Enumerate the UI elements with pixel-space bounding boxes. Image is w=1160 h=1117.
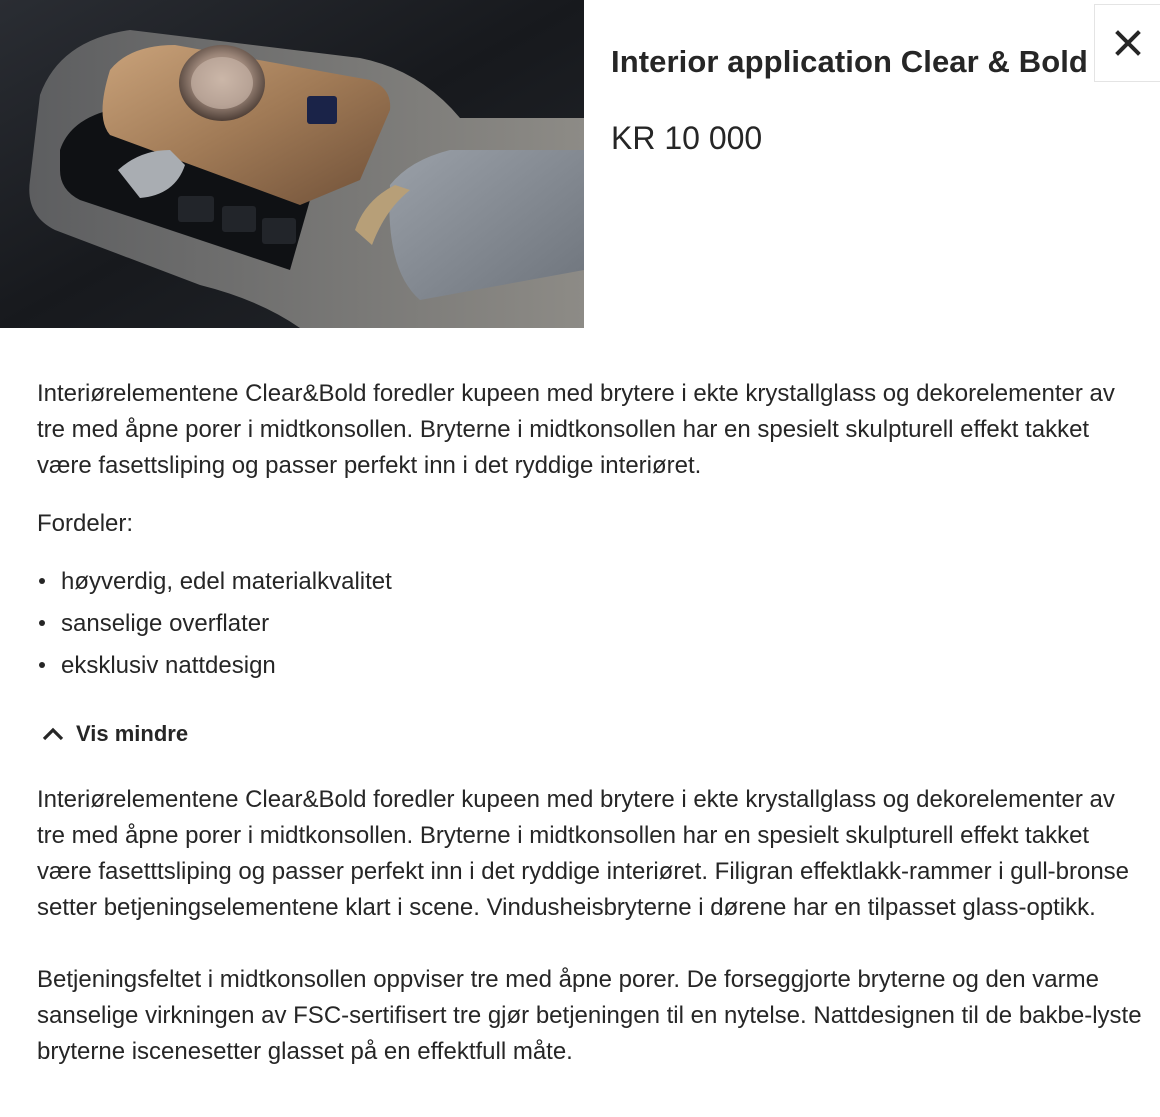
product-title: Interior application Clear & Bold <box>611 44 1088 79</box>
benefit-item: høyverdig, edel materialkvalitet <box>37 564 1142 606</box>
intro-text: Interiørelementene Clear&Bold foredler kupeen med brytere i ekte krystallglass og dekorelementer av tre med åpne porer i midtkonsollen. Bryterne i midtkonsollen har en spesielt skulpturell effekt takket være fasettsliping og passer perfekt inn i det ryddige interiøret. <box>37 380 1115 479</box>
benefit-item: eksklusiv nattdesign <box>37 648 1142 690</box>
benefits-heading: Fordeler: <box>37 510 134 537</box>
product-price: KR 10 000 <box>611 120 763 156</box>
benefit-item: sanselige overflater <box>37 606 1142 648</box>
close-button[interactable] <box>1094 4 1160 82</box>
product-description <box>37 376 1142 1070</box>
close-icon <box>1115 30 1141 56</box>
benefit-list <box>37 564 1142 690</box>
chevron-up-icon <box>42 727 64 741</box>
interior-console-photo <box>0 0 584 328</box>
show-less-label: Vis mindre <box>76 721 189 746</box>
details-text-2: Betjeningsfeltet i midtkonsollen oppviser tre med åpne porer. De forseggjorte bryterne og den varme sanselige virkningen av FSC-sertifisert tre gjør betjeningen til en nytelse. Nattdesignen til de bakbe-lyste bryterne iscenesetter glasset på en effektfull måte. <box>37 966 1142 1065</box>
details-text: Interiørelementene Clear&Bold foredler kupeen med brytere i ekte krystallglass og dekorelementer av tre med åpne porer i midtkonsollen. Bryterne i midtkonsollen har en spesielt skulpturell effekt takket være fasetttsliping og passer perfekt inn i det ryddige interiøret. Filigran effektlakk-rammer i gull-bronse setter betjeningselementene klart i scene. Vindusheisbryterne i dørene har en tilpasset glass-optikk. <box>37 786 1130 921</box>
show-less-toggle[interactable] <box>37 716 197 752</box>
